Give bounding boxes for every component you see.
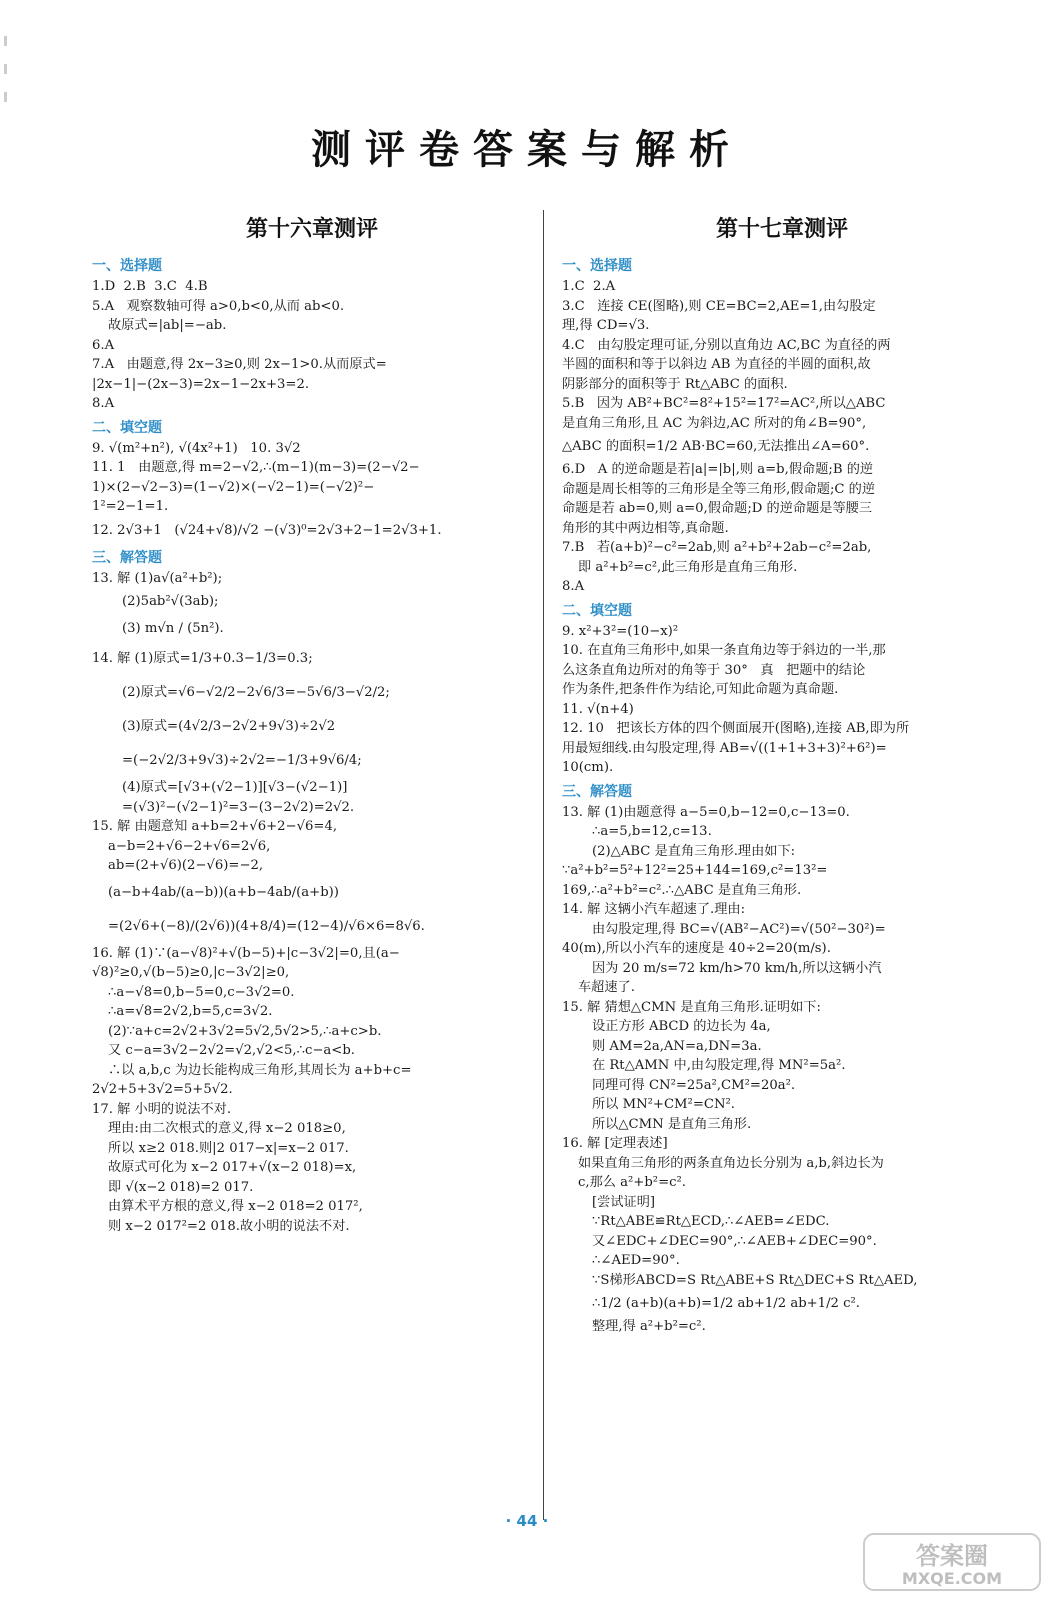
chapter-title-17: 第十七章测评	[715, 217, 848, 242]
answer-line: 12. 10 把该长方体的四个侧面展开(图略),连接 AB,即为所	[562, 721, 910, 736]
answer-line: (3) m√n / (5n²).	[122, 621, 224, 636]
answer-line: 在 Rt△AMN 中,由勾股定理,得 MN²=5a².	[592, 1058, 846, 1073]
answer-line: 1)×(2−√2−3)=(1−√2)×(−√2−1)=(−√2)²−	[92, 479, 375, 495]
answer-line: 同理可得 CN²=25a²,CM²=20a².	[592, 1077, 796, 1093]
answer-line: 11. 1 由题意,得 m=2−√2,∴(m−1)(m−3)=(2−√2−	[92, 460, 420, 475]
answer-line: ∴a=√8=2√2,b=5,c=3√2.	[108, 1004, 273, 1019]
section-title: 二、填空题	[562, 602, 632, 619]
page-number: · 44 ·	[505, 1512, 549, 1530]
answer-line: 半圆的面积和等于以斜边 AB 为直径的半圆的面积,故	[562, 357, 871, 372]
answer-line: 5.B 因为 AB²+BC²=8²+15²=17²=AC²,所以△ABC	[562, 396, 886, 411]
answer-line: 命题是若 ab=0,则 a=0,假命题;D 的逆命题是等腰三	[562, 501, 873, 516]
answer-line: 8.A	[92, 396, 115, 411]
answer-line: 理,得 CD=√3.	[562, 318, 650, 333]
section-title: 二、填空题	[92, 419, 162, 436]
answer-line: 1.C 2.A	[562, 279, 616, 294]
answer-line: △ABC 的面积=1/2 AB·BC=60,无法推出∠A=60°.	[562, 439, 870, 454]
answer-line: a−b=2+√6−2+√6=2√6,	[108, 838, 271, 854]
answer-line: 13. 解 (1)a√(a²+b²);	[92, 570, 223, 586]
column-divider	[543, 210, 544, 1520]
edge-mark	[4, 36, 7, 46]
answer-line: 16. 解 (1)∵(a−√8)²+√(b−5)+|c−3√2|=0,且(a−	[92, 945, 400, 961]
answer-line: 1²=2−1=1.	[92, 499, 169, 514]
answer-line: c,那么 a²+b²=c².	[578, 1175, 686, 1190]
answer-line: ∴a−√8=0,b−5=0,c−3√2=0.	[108, 984, 295, 1000]
answer-line: 15. 解 由题意知 a+b=2+√6+2−√6=4,	[92, 819, 338, 834]
answer-line: =(2√6+(−8)/(2√6))(4+8/4)=(12−4)/√6×6=8√6.	[108, 918, 425, 934]
answer-line: √8)²≥0,√(b−5)≥0,|c−3√2|≥0,	[92, 965, 290, 980]
answer-line: 15. 解 猜想△CMN 是直角三角形.证明如下:	[562, 999, 821, 1015]
answer-line: 8.A	[562, 579, 585, 594]
answer-line: 7.A 由题意,得 2x−3≥0,则 2x−1>0.从而原式=	[92, 357, 387, 372]
answer-line: (3)原式=(4√2/3−2√2+9√3)÷2√2	[122, 719, 336, 734]
answer-line: ∵a²+b²=5²+12²=25+144=169,c²=13²=	[562, 863, 828, 878]
page-title: 测评卷答案与解析	[311, 127, 743, 173]
answer-line: 则 x−2 017²=2 018.故小明的说法不对.	[108, 1218, 350, 1234]
answer-line: 6.D A 的逆命题是若|a|=|b|,则 a=b,假命题;B 的逆	[562, 462, 874, 477]
answer-line: 17. 解 小明的说法不对.	[92, 1101, 232, 1117]
answer-line: 么这条直角边所对的角等于 30° 真 把题中的结论	[562, 662, 866, 678]
answer-line: 2√2+5+3√2=5+5√2.	[92, 1082, 233, 1097]
edge-mark	[4, 92, 7, 102]
section-title: 三、解答题	[92, 549, 162, 566]
answer-line: 车超速了.	[578, 980, 635, 995]
answer-line: ∴1/2 (a+b)(a+b)=1/2 ab+1/2 ab+1/2 c².	[592, 1296, 860, 1311]
answer-line: 12. 2√3+1 (√24+√8)/√2 −(√3)⁰=2√3+2−1=2√3+1.	[92, 522, 442, 538]
watermark-logo	[862, 1530, 1042, 1594]
answer-line: 14. 解 这辆小汽车超速了.理由:	[562, 902, 746, 917]
answer-line: 故原式=|ab|=−ab.	[108, 318, 227, 333]
answer-line: (4)原式=[√3+(√2−1)][√3−(√2−1)]	[122, 780, 348, 795]
answer-line: =(−2√2/3+9√3)÷2√2=−1/3+9√6/4;	[122, 753, 362, 768]
answer-line: 即 a²+b²=c²,此三角形是直角三角形.	[578, 559, 798, 575]
edge-mark	[4, 64, 7, 74]
answer-line: 即 √(x−2 018)=2 017.	[108, 1179, 254, 1195]
answer-line: 4.C 由勾股定理可证,分别以直角边 AC,BC 为直径的两	[562, 337, 891, 353]
answer-line: 5.A 观察数轴可得 a>0,b<0,从而 ab<0.	[92, 298, 345, 314]
section-title: 一、选择题	[562, 258, 632, 274]
answer-line: 由算术平方根的意义,得 x−2 018=2 017²,	[108, 1199, 363, 1214]
answer-line: (2)5ab²√(3ab);	[122, 594, 219, 609]
answer-line: 阴影部分的面积等于 Rt△ABC 的面积.	[562, 376, 788, 392]
answer-line: ∵Rt△ABE≌Rt△ECD,∴∠AEB=∠EDC.	[592, 1214, 830, 1229]
answer-line: =(√3)²−(√2−1)²=3−(3−2√2)=2√2.	[122, 799, 355, 815]
answer-line: 1.D 2.B 3.C 4.B	[92, 279, 208, 294]
answer-line: 所以 x≥2 018.则|2 017−x|=x−2 017.	[108, 1140, 349, 1156]
answer-line: 所以 MN²+CM²=CN².	[592, 1097, 735, 1112]
right-column	[562, 212, 1002, 1337]
answer-line: 命题是周长相等的三角形是全等三角形,假命题;C 的逆	[562, 481, 876, 497]
answer-line: ∴以 a,b,c 为边长能构成三角形,其周长为 a+b+c=	[108, 1062, 412, 1078]
section-title: 三、解答题	[562, 783, 632, 800]
answer-line: (2)△ABC 是直角三角形.理由如下:	[592, 843, 796, 859]
answer-line: 如果直角三角形的两条直角边长分别为 a,b,斜边长为	[578, 1155, 884, 1171]
svg-text:MXQE.COM: MXQE.COM	[901, 1569, 1003, 1588]
answer-line: (2)∵a+c=2√2+3√2=5√2,5√2>5,∴a+c>b.	[108, 1023, 382, 1039]
answer-line: 则 AM=2a,AN=a,DN=3a.	[592, 1038, 762, 1054]
answer-line: ∴a=5,b=12,c=13.	[592, 824, 712, 839]
answer-line: 设正方形 ABCD 的边长为 4a,	[592, 1019, 771, 1034]
answer-line: 所以△CMN 是直角三角形.	[592, 1116, 752, 1132]
answer-line: (a−b+4ab/(a−b))(a+b−4ab/(a+b))	[108, 884, 339, 900]
left-column	[92, 212, 532, 1236]
answer-line: ∵S梯形ABCD=S Rt△ABE+S Rt△DEC+S Rt△AED,	[592, 1272, 918, 1288]
answer-line: 7.B 若(a+b)²−c²=2ab,则 a²+b²+2ab−c²=2ab,	[562, 540, 872, 555]
answer-line: 13. 解 (1)由题意得 a−5=0,b−12=0,c−13=0.	[562, 804, 850, 820]
answer-line: 6.A	[92, 337, 115, 353]
answer-line: 14. 解 (1)原式=1/3+0.3−1/3=0.3;	[92, 651, 313, 666]
answer-line: 40(m),所以小汽车的速度是 40÷2=20(m/s).	[562, 941, 831, 956]
answer-line: 故原式可化为 x−2 017+√(x−2 018)=x,	[108, 1160, 357, 1175]
answer-line: 是直角三角形,且 AC 为斜边,AC 所对的角∠B=90°,	[562, 415, 867, 431]
answer-line: [尝试证明]	[592, 1194, 656, 1210]
answer-line: 9. √(m²+n²), √(4x²+1) 10. 3√2	[92, 440, 301, 456]
svg-text:答案圈: 答案圈	[916, 1542, 988, 1570]
answer-line: 169,∴a²+b²=c².∴△ABC 是直角三角形.	[562, 882, 802, 898]
answer-line: (2)原式=√6−√2/2−2√6/3=−5√6/3−√2/2;	[122, 685, 390, 700]
left-sections	[92, 255, 532, 1236]
answer-line: 整理,得 a²+b²=c².	[592, 1319, 706, 1334]
right-sections	[562, 255, 1002, 1337]
answer-line: 9. x²+3²=(10−x)²	[562, 623, 679, 639]
answer-line: 作为条件,把条件作为结论,可知此命题为真命题.	[562, 682, 839, 697]
answer-line: |2x−1|−(2x−3)=2x−1−2x+3=2.	[92, 376, 310, 392]
section-title: 一、选择题	[92, 258, 162, 274]
answer-line: 角形的其中两边相等,真命题.	[562, 520, 729, 536]
answer-line: 10. 在直角三角形中,如果一条直角边等于斜边的一半,那	[562, 643, 886, 658]
answer-line: 由勾股定理,得 BC=√(AB²−AC²)=√(50²−30²)=	[592, 921, 886, 937]
answer-line: ab=(2+√6)(2−√6)=−2,	[108, 858, 264, 873]
answer-line: 又∠EDC+∠DEC=90°,∴∠AEB+∠DEC=90°.	[592, 1233, 877, 1249]
answer-line: ∴∠AED=90°.	[592, 1253, 680, 1268]
answer-line: 理由:由二次根式的意义,得 x−2 018≥0,	[108, 1121, 346, 1136]
answer-line: 用最短细线.由勾股定理,得 AB=√((1+1+3+3)²+6²)=	[562, 740, 887, 756]
chapter-title-16: 第十六章测评	[245, 217, 378, 242]
answer-line: 16. 解 [定理表述]	[562, 1136, 668, 1151]
answer-line: 3.C 连接 CE(图略),则 CE=BC=2,AE=1,由勾股定	[562, 298, 876, 314]
answer-line: 因为 20 m/s=72 km/h>70 km/h,所以这辆小汽	[592, 960, 882, 976]
answer-line: 11. √(n+4)	[562, 701, 634, 717]
answer-line: 又 c−a=3√2−2√2=√2,√2<5,∴c−a<b.	[108, 1043, 355, 1058]
answer-line: 10(cm).	[562, 760, 614, 775]
